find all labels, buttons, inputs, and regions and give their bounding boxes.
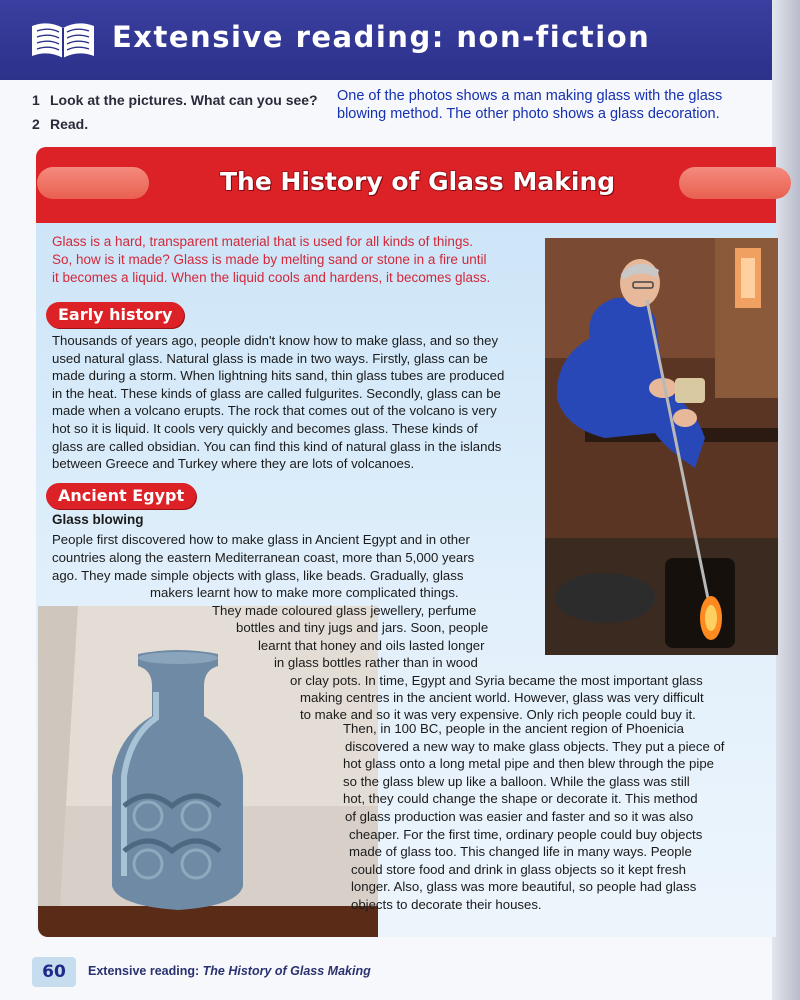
page-title: Extensive reading: non-fiction <box>112 20 651 54</box>
text-line: in the heat. These kinds of glass are called fulgurites. Secondly, glass can be <box>52 385 501 401</box>
task-item <box>32 88 332 112</box>
task-number: 1 <box>32 92 40 108</box>
footer-label: Extensive reading: <box>88 964 200 978</box>
banner-decoration-right <box>679 167 791 199</box>
task-item <box>32 112 332 136</box>
text-line: hot glass onto a long metal pipe and then blew through the pipe <box>343 756 714 772</box>
text-line: bottles and tiny jugs and jars. Soon, people <box>236 620 489 635</box>
task-list <box>32 88 332 136</box>
article-intro <box>52 233 532 287</box>
article-title: The History of Glass Making <box>220 167 616 196</box>
text-line: made when a volcano erupts. The rock that comes out of the volcano is very <box>52 403 497 419</box>
early-history-text <box>52 332 538 473</box>
text-line: Then, in 100 BC, people in the ancient region of Phoenicia <box>343 721 684 736</box>
text-line: They made coloured glass jewellery, perfume <box>212 603 477 618</box>
text-line: in glass bottles rather than in wood <box>274 655 478 670</box>
text-line: countries along the eastern Mediterranean coast, more than 5,000 years <box>52 550 475 565</box>
text-line: hot, they could change the shape or decorate it. This method <box>343 791 698 807</box>
answer-text: One of the photos shows a man making glass with the glass blowing method. The other photo shows a glass decoration. <box>337 88 723 122</box>
text-line: could store food and drink in glass objects so it kept fresh <box>351 861 686 877</box>
banner-decoration-left <box>37 167 149 199</box>
open-book-icon <box>30 16 96 62</box>
text-line: makers learnt how to make more complicated things. <box>150 585 459 600</box>
text-line: ago. They made simple objects with glass, like beads. Gradually, glass <box>52 568 464 583</box>
text-line: People first discovered how to make glass in Ancient Egypt and in other <box>52 532 470 547</box>
subheading-glass-blowing: Glass blowing <box>52 512 144 527</box>
section-heading-early-history: Early history <box>46 302 184 328</box>
glass-blower-photo <box>545 238 778 655</box>
text-line: learnt that honey and oils lasted longer <box>258 638 485 653</box>
text-line: made during a storm. When lightning hits sand, thin glass tubes are produced <box>52 368 505 384</box>
text-line: hot so it is liquid. It cools very quickly and becomes glass. These kinds of <box>52 420 478 436</box>
text-line: used natural glass. Natural glass is made in two ways. Firstly, glass can be <box>52 350 488 366</box>
unit-header <box>0 0 772 80</box>
intro-line: So, how is it made? Glass is made by melting sand or stone in a fire until <box>52 252 487 267</box>
text-line: so the glass blew up like a balloon. While the glass was still <box>343 773 690 789</box>
intro-line: it becomes a liquid. When the liquid cools and hardens, it becomes glass. <box>52 270 491 285</box>
task-text: Look at the pictures. What can you see? <box>50 92 318 108</box>
task-number: 2 <box>32 116 40 132</box>
page-number: 60 <box>32 957 76 987</box>
text-line: objects to decorate their houses. <box>351 896 542 912</box>
text-line: longer. Also, glass was more beautiful, so people had glass <box>351 879 697 895</box>
text-line: glass are called obsidian. You can find this kind of natural glass in the islands <box>52 438 502 454</box>
intro-line: Glass is a hard, transparent material that is used for all kinds of things. <box>52 234 473 249</box>
text-line: of glass production was easier and faster and so it was also <box>345 808 694 824</box>
running-footer <box>88 964 371 978</box>
text-line: discovered a new way to make glass objects. They put a piece of <box>345 738 725 754</box>
text-line: Thousands of years ago, people didn't know how to make glass, and so they <box>52 333 499 348</box>
footer-title: The History of Glass Making <box>202 964 371 978</box>
text-line: between Greece and Turkey where they are lots of volcanoes. <box>52 456 415 472</box>
text-line: making centres in the ancient world. However, glass was very difficult <box>300 690 704 705</box>
phoenicia-text <box>343 720 753 914</box>
text-line: cheaper. For the first time, ordinary people could buy objects <box>349 826 703 842</box>
section-heading-ancient-egypt: Ancient Egypt <box>46 483 196 509</box>
text-line: made of glass too. This changed life in many ways. People <box>349 844 692 860</box>
text-line: to make and so it was very expensive. Only rich people could buy it. <box>300 707 696 722</box>
task-text: Read. <box>50 116 89 132</box>
text-line: or clay pots. In time, Egypt and Syria became the most important glass <box>290 673 703 688</box>
